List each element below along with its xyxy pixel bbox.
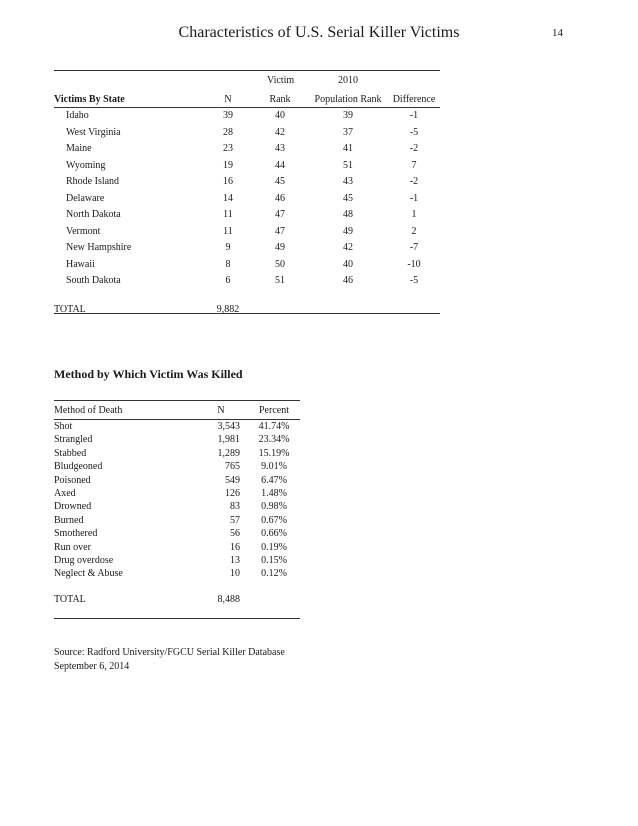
header-method-n: N — [217, 405, 225, 416]
state-cell-state: Hawaii — [66, 258, 95, 270]
header-rank: Rank — [269, 94, 291, 105]
state-cell-pop: 51 — [343, 159, 353, 171]
state-cell-pop: 42 — [343, 242, 353, 253]
state-cell-pop: 46 — [343, 275, 353, 286]
state-cell-n: 14 — [223, 192, 233, 204]
state-cell-state: Maine — [66, 143, 92, 154]
state-cell-pop: 49 — [343, 225, 353, 237]
state-cell-n: 8 — [225, 258, 231, 270]
header-pop: Population Rank — [314, 94, 382, 105]
method-total-n: 8,488 — [217, 594, 240, 605]
method-cell-percent: 0.67% — [261, 514, 287, 526]
method-cell-n: 1,289 — [217, 447, 240, 459]
method-cell-n: 126 — [225, 488, 240, 499]
source-date: September 6, 2014 — [54, 661, 130, 672]
state-cell-diff: -5 — [409, 275, 419, 286]
state-cell-state: Wyoming — [66, 159, 106, 171]
state-cell-rank: 45 — [275, 176, 285, 187]
method-cell-n: 83 — [230, 501, 240, 513]
state-cell-state: South Dakota — [66, 275, 121, 286]
header-diff: Difference — [392, 94, 436, 105]
state-cell-state: Rhode Island — [66, 176, 120, 187]
method-cell-percent: 9.01% — [261, 461, 287, 473]
method-cell-method: Neglect & Abuse — [54, 568, 123, 580]
state-cell-diff: -2 — [409, 143, 419, 154]
header-pop-top: 2010 — [338, 75, 358, 86]
state-cell-state: West Virginia — [66, 126, 121, 138]
state-cell-n: 11 — [223, 225, 233, 237]
method-cell-method: Strangled — [54, 434, 93, 446]
state-cell-diff: 1 — [411, 209, 417, 220]
state-total-n: 9,882 — [216, 304, 240, 315]
state-cell-n: 11 — [223, 209, 233, 220]
method-cell-n: 13 — [230, 555, 240, 566]
state-cell-rank: 43 — [275, 143, 285, 154]
state-cell-rank: 51 — [275, 275, 285, 286]
method-cell-method: Bludgeoned — [54, 461, 103, 473]
state-cell-rank: 47 — [275, 225, 285, 237]
method-cell-n: 549 — [225, 474, 240, 486]
method-cell-method: Smothered — [54, 528, 98, 540]
state-cell-diff: -1 — [409, 110, 419, 121]
method-cell-method: Drug overdose — [54, 555, 114, 566]
table-bottom-rule — [54, 313, 440, 314]
method-cell-n: 1,981 — [217, 434, 240, 446]
state-cell-rank: 49 — [275, 242, 285, 253]
method-cell-percent: 0.12% — [261, 568, 287, 580]
state-cell-state: Vermont — [66, 225, 101, 237]
state-cell-diff: -10 — [407, 258, 421, 270]
state-cell-state: New Hampshire — [66, 242, 132, 253]
state-cell-diff: 7 — [411, 159, 417, 171]
state-cell-pop: 39 — [343, 110, 353, 121]
state-cell-diff: -2 — [409, 176, 419, 187]
state-cell-rank: 44 — [275, 159, 285, 171]
state-cell-pop: 37 — [343, 126, 353, 138]
method-bottom-rule — [54, 618, 300, 619]
state-cell-pop: 45 — [343, 192, 353, 204]
method-cell-percent: 23.34% — [258, 434, 290, 446]
method-cell-percent: 41.74% — [258, 421, 290, 432]
method-cell-method: Poisoned — [54, 474, 91, 486]
method-cell-method: Burned — [54, 514, 84, 526]
method-cell-method: Stabbed — [54, 447, 87, 459]
header-state: Victims By State — [54, 94, 125, 105]
method-cell-method: Drowned — [54, 501, 92, 513]
method-cell-method: Axed — [54, 488, 76, 499]
header-method: Method of Death — [54, 405, 123, 416]
state-cell-diff: -5 — [409, 126, 419, 138]
state-cell-n: 19 — [223, 159, 233, 171]
state-cell-state: Delaware — [66, 192, 105, 204]
state-cell-n: 16 — [223, 176, 233, 187]
method-header-rule — [54, 419, 300, 420]
method-cell-percent: 1.48% — [261, 488, 287, 499]
state-cell-pop: 41 — [343, 143, 353, 154]
source-note — [54, 646, 285, 674]
method-cell-method: Run over — [54, 541, 91, 553]
state-cell-rank: 47 — [275, 209, 285, 220]
method-cell-method: Shot — [54, 421, 73, 432]
method-cell-percent: 0.66% — [261, 528, 287, 540]
method-total-label: TOTAL — [54, 594, 86, 605]
method-cell-percent: 0.19% — [261, 541, 287, 553]
state-cell-diff: 2 — [411, 225, 417, 237]
state-cell-pop: 43 — [343, 176, 353, 187]
method-cell-n: 16 — [230, 541, 240, 553]
header-n: N — [224, 94, 232, 105]
method-cell-percent: 0.15% — [261, 555, 287, 566]
method-cell-n: 10 — [230, 568, 240, 580]
method-cell-percent: 6.47% — [261, 474, 287, 486]
method-table-title: Method by Which Victim Was Killed — [54, 367, 243, 381]
state-total-label: TOTAL — [54, 304, 86, 315]
page-title: Characteristics of U.S. Serial Killer Victims — [178, 24, 460, 41]
state-cell-n: 28 — [223, 126, 233, 138]
method-cell-n: 3,543 — [217, 421, 240, 432]
state-cell-diff: -7 — [409, 242, 419, 253]
state-cell-diff: -1 — [409, 192, 419, 204]
state-cell-rank: 42 — [275, 126, 285, 138]
page-number: 14 — [552, 27, 563, 39]
header-rank-top: Victim — [267, 75, 295, 86]
state-cell-pop: 48 — [343, 209, 353, 220]
state-cell-state: North Dakota — [66, 209, 121, 220]
state-cell-state: Idaho — [66, 110, 89, 121]
method-cell-n: 765 — [225, 461, 240, 473]
source-line: Source: Radford University/FGCU Serial Killer Database — [54, 647, 285, 658]
header-percent: Percent — [259, 405, 289, 416]
state-cell-rank: 50 — [275, 258, 285, 270]
state-cell-rank: 40 — [275, 110, 285, 121]
method-top-rule — [54, 400, 300, 401]
state-cell-n: 39 — [223, 110, 233, 121]
method-cell-n: 57 — [230, 514, 240, 526]
state-cell-n: 9 — [225, 242, 231, 253]
header-rule — [54, 107, 440, 108]
state-cell-n: 23 — [223, 143, 233, 154]
method-cell-n: 56 — [230, 528, 240, 540]
method-cell-percent: 0.98% — [261, 501, 287, 513]
state-cell-rank: 46 — [275, 192, 285, 204]
state-cell-pop: 40 — [343, 258, 353, 270]
method-cell-percent: 15.19% — [258, 447, 290, 459]
state-cell-n: 6 — [225, 275, 231, 286]
table-top-rule — [54, 70, 440, 71]
